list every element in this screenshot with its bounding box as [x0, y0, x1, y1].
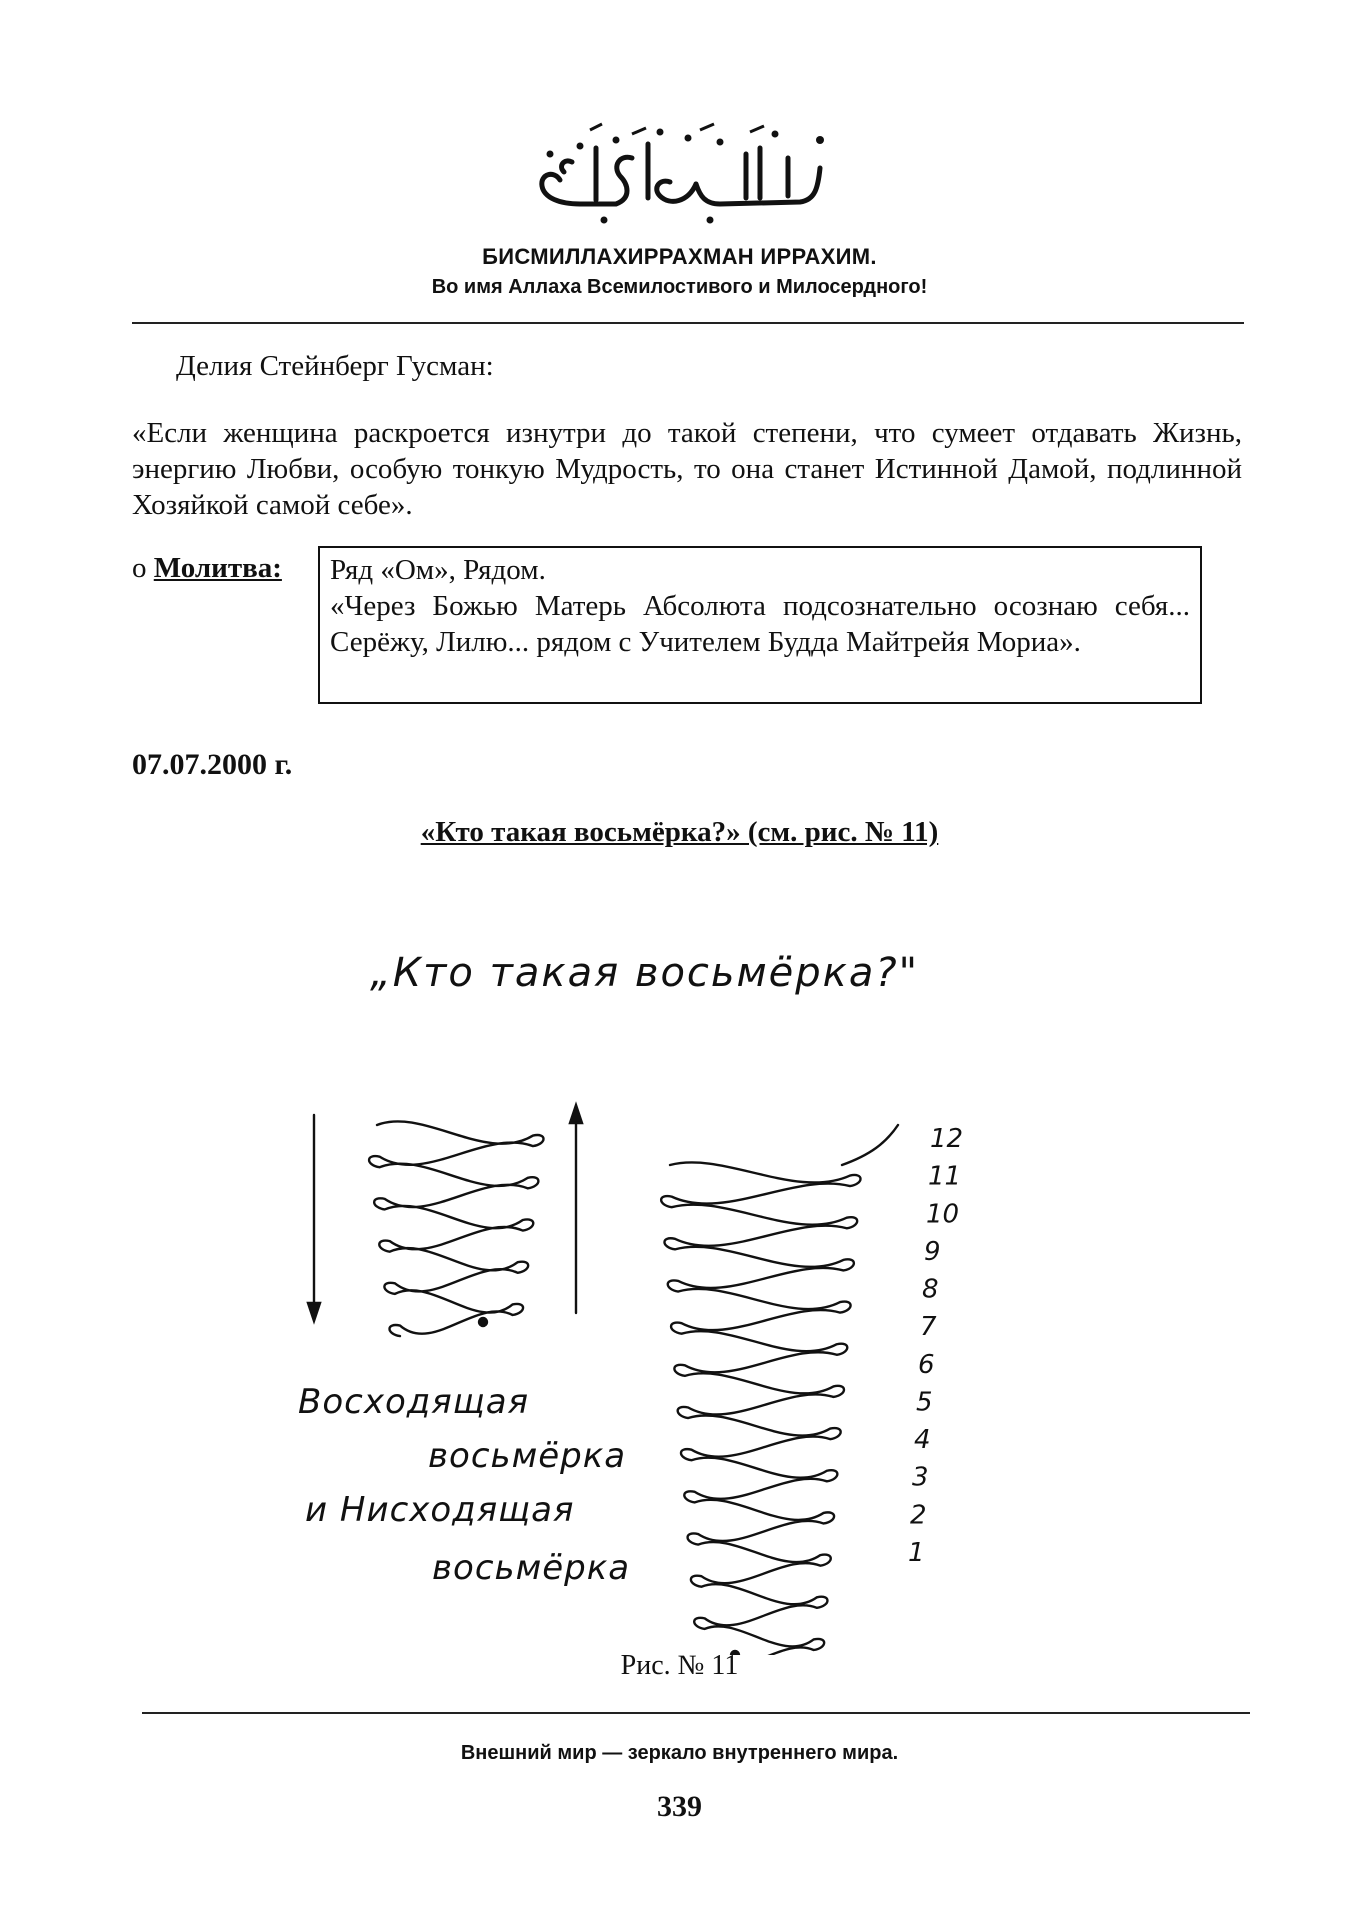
figure-label-line-3: и Нисходящая: [305, 1490, 575, 1530]
prayer-label-row: [132, 552, 282, 585]
prayer-first-line: Ряд «Ом», Рядом.: [330, 554, 546, 586]
level-number-7: 7: [920, 1312, 937, 1343]
figure-caption: Рис. № 11: [620, 1650, 739, 1681]
figure-label-line-1: Восходящая: [298, 1382, 530, 1422]
section-title: [0, 816, 1359, 849]
prayer-label: Молитва:: [153, 552, 282, 584]
header-divider: [132, 322, 1244, 324]
level-number-5: 5: [916, 1387, 933, 1418]
running-footer: Внешний мир — зеркало внутреннего мира.: [460, 1742, 899, 1764]
prayer-bullet: o: [132, 552, 147, 584]
level-number-6: 6: [918, 1349, 935, 1380]
figure-eights-drawing: [280, 1095, 1080, 1655]
basmala-title: БИСМИЛЛАХИРРАХМАН ИРРАХИМ.: [482, 244, 877, 269]
figure-label-line-4: восьмёрка: [432, 1548, 631, 1588]
prayer-text: «Через Божью Матерь Абсолюта подсознательно осознаю себя... Серёжу, Лилю... рядом с Учителем Будда Майтрейя Мориа».: [330, 590, 1190, 658]
level-number-4: 4: [914, 1425, 931, 1456]
left-spiral-eights: [369, 1121, 543, 1336]
right-spiral-eights: [661, 1162, 860, 1655]
level-number-8: 8: [922, 1274, 939, 1305]
descending-arrow-head: [308, 1303, 320, 1321]
quote-author: Делия Стейнберг Гусман:: [176, 350, 494, 382]
page-number: 339: [657, 1790, 702, 1823]
basmala-translation: Во имя Аллаха Всемилостивого и Милосердного!: [431, 276, 928, 298]
right-spiral-tail: [842, 1125, 898, 1165]
ascending-arrow-head: [570, 1105, 582, 1123]
level-number-1: 1: [908, 1538, 925, 1568]
figure-handwritten-title: „Кто такая восьмёрка?": [370, 950, 919, 996]
footer-divider: [142, 1712, 1250, 1714]
level-number-3: 3: [912, 1462, 929, 1493]
level-number-12: 12: [930, 1124, 964, 1154]
prayer-box: [318, 546, 1202, 704]
quote-text: «Если женщина раскроется изнутри до такой степени, что сумеет отдавать Жизнь, энергию Любви, особую тонкую Мудрость, то она станет Истинной Дамой, подлинной Хозяйкой самой себе».: [132, 417, 1242, 521]
figure-label-line-2: восьмёрка: [428, 1436, 627, 1476]
entry-date: 07.07.2000 г.: [132, 748, 293, 781]
level-number-11: 11: [928, 1161, 962, 1192]
level-number-2: 2: [910, 1500, 927, 1531]
basmala-calligraphy-icon: [520, 118, 840, 228]
section-title-text: «Кто такая восьмёрка?» (см. рис. № 11): [420, 816, 939, 848]
level-number-10: 10: [926, 1199, 960, 1230]
level-number-9: 9: [924, 1236, 941, 1267]
